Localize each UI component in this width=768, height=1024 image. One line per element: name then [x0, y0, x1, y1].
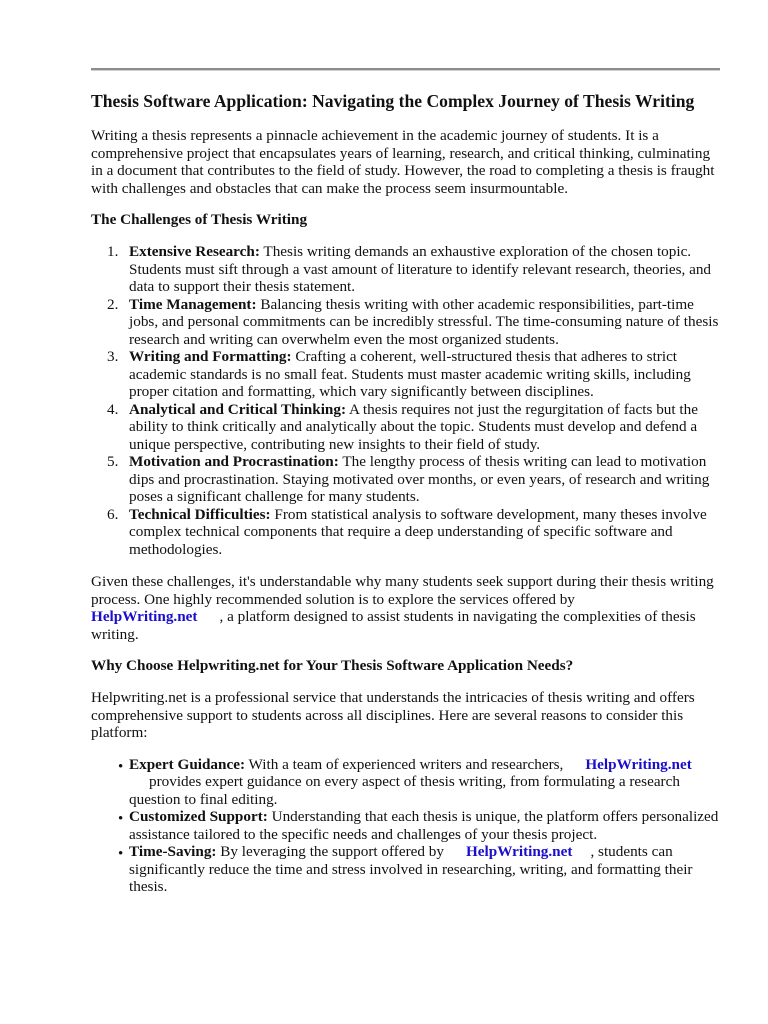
item-number: 6.	[107, 505, 119, 523]
item-text: With a team of experienced writers and researchers,	[245, 755, 564, 773]
list-item	[91, 756, 723, 809]
why-heading: Why Choose Helpwriting.net for Your Thesis Software Application Needs?	[91, 657, 574, 674]
item-title: Extensive Research:	[129, 243, 260, 260]
item-text: Crafting a coherent, well-structured thesis that adheres to strict academic standards is no small feat. Students must master academic writing skills, including proper citation and formatting, which vary significantly between disciplines.	[129, 348, 691, 400]
helpwriting-link[interactable]: HelpWriting.net	[585, 755, 692, 773]
given-text-before: Given these challenges, it's understandable why many students seek support during their thesis writing process. One highly recommended solution is to explore the services offered by	[91, 573, 714, 608]
intro-paragraph: Writing a thesis represents a pinnacle achievement in the academic journey of students. It is a comprehensive project that encapsulates years of learning, research, and critical thinking, culminating in a document that contributes to the field of study. However, the road to completing a thesis is fraught with challenges and obstacles that can make the process seem insurmountable.	[91, 127, 715, 197]
bullet-icon: •	[118, 758, 124, 775]
list-item	[91, 843, 723, 896]
list-item	[91, 453, 723, 506]
challenges-heading: The Challenges of Thesis Writing	[91, 211, 308, 228]
item-title: Motivation and Procrastination:	[129, 453, 339, 470]
item-number: 4.	[107, 400, 119, 418]
item-title: Customized Support:	[129, 808, 268, 825]
item-text: , students can significantly reduce the time and stress involved in researching, writing, and formatting their thesis.	[129, 843, 693, 895]
item-text: A thesis requires not just the regurgitation of facts but the ability to think critically and analytically about the topic. Students must develop and defend a unique perspective, contributing new insights to their field of study.	[129, 400, 698, 453]
item-number: 1.	[107, 243, 119, 260]
given-text-after: , a platform designed to assist students in navigating the complexities of thesis writing.	[91, 608, 696, 643]
bullet-icon: •	[118, 811, 124, 827]
item-text: Balancing thesis writing with other academic responsibilities, part-time jobs, and personal commitments can be incredibly stressful. The time-consuming nature of thesis research and writing can overwhelm even the most organized students.	[129, 295, 719, 348]
bullet-icon: •	[118, 846, 124, 862]
item-title: Technical Difficulties:	[129, 505, 271, 523]
item-title: Time-Saving:	[129, 843, 217, 860]
list-item	[91, 243, 723, 296]
page-title: Thesis Software Application: Navigating the Complex Journey of Thesis Writing	[91, 91, 695, 111]
item-title: Analytical and Critical Thinking:	[129, 400, 347, 418]
reasons-list	[91, 756, 723, 896]
helpwriting-link[interactable]: HelpWriting.net	[91, 608, 198, 625]
document-body	[91, 91, 723, 896]
list-item	[91, 296, 723, 349]
list-item	[91, 348, 723, 401]
list-item	[91, 401, 723, 454]
given-paragraph	[91, 573, 723, 643]
top-divider	[91, 68, 720, 71]
helpwriting-link[interactable]: HelpWriting.net	[465, 843, 573, 860]
item-text: By leveraging the support offered by	[216, 843, 444, 860]
item-text: Thesis writing demands an exhaustive exploration of the chosen topic. Students must sift through a vast amount of literature to identify relevant research, theories, and data to support their thesis statement.	[129, 243, 712, 295]
item-number: 2.	[107, 295, 119, 313]
challenges-list	[91, 243, 723, 558]
list-item	[91, 808, 723, 843]
list-item	[91, 506, 723, 559]
item-title: Writing and Formatting:	[129, 348, 292, 365]
item-title: Expert Guidance:	[129, 755, 246, 773]
item-text: The lengthy process of thesis writing can lead to motivation dips and procrastination. Staying motivated over months, or even years, of research and writing poses a significant challenge for many students.	[129, 453, 710, 505]
item-title: Time Management:	[129, 295, 257, 313]
item-number: 3.	[107, 348, 119, 365]
item-number: 5.	[107, 453, 119, 470]
item-text: Understanding that each thesis is unique, the platform offers personalized assistance tailored to the specific needs and challenges of your thesis project.	[129, 808, 719, 843]
item-text: From statistical analysis to software development, many theses involve complex technical components that require a deep understanding of specific software and methodologies.	[129, 505, 707, 558]
item-text: provides expert guidance on every aspect of thesis writing, from formulating a research question to final editing.	[129, 773, 680, 808]
why-intro-paragraph: Helpwriting.net is a professional service that understands the intricacies of thesis writing and offers comprehensive support to students across all disciplines. Here are several reasons to consider this platform:	[91, 689, 695, 741]
